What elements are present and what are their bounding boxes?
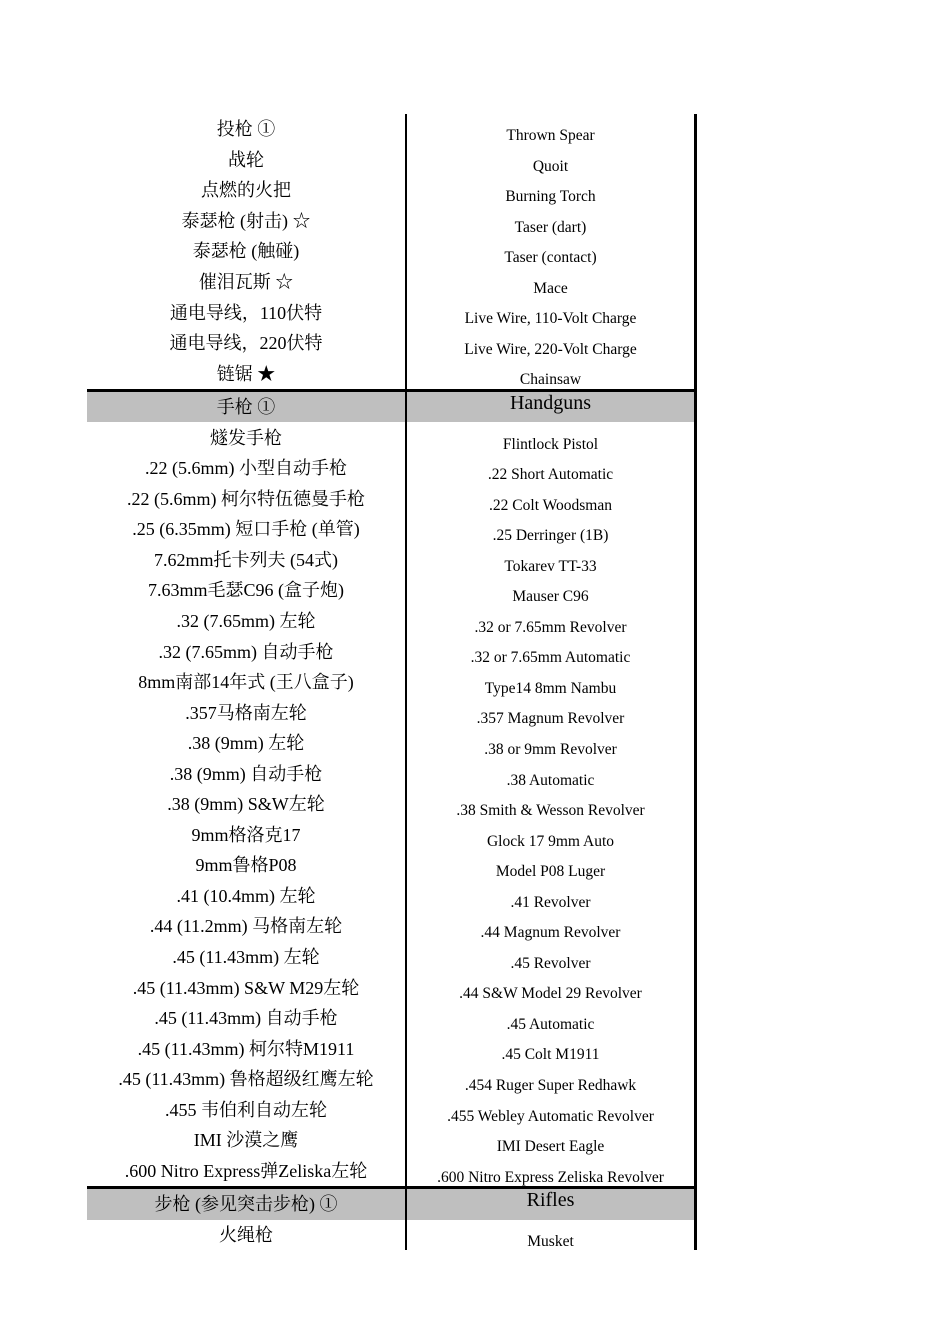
weapon-row [87, 820, 696, 851]
weapon-name-chinese: 8mm南部14年式 (王八盒子) [87, 667, 406, 698]
weapon-row [87, 1003, 696, 1034]
weapon-row [87, 514, 696, 545]
weapon-name-english: .45 Revolver [406, 942, 696, 973]
weapon-row [87, 328, 696, 359]
weapon-row [87, 972, 696, 1003]
weapon-row [87, 1095, 696, 1126]
weapon-name-english: .600 Nitro Express Zeliska Revolver [406, 1156, 696, 1188]
weapon-name-english: .32 or 7.65mm Revolver [406, 606, 696, 637]
weapon-name-chinese: .600 Nitro Express弹Zeliska左轮 [87, 1156, 406, 1188]
weapon-name-english: Taser (contact) [406, 236, 696, 267]
weapon-name-english: Tokarev TT-33 [406, 545, 696, 576]
weapon-name-english: .44 S&W Model 29 Revolver [406, 972, 696, 1003]
weapon-name-chinese: 通电导线，110伏特 [87, 297, 406, 328]
weapon-name-chinese: 7.63mm毛瑟C96 (盒子炮) [87, 575, 406, 606]
weapon-name-english: Chainsaw [406, 358, 696, 390]
section-header-row [87, 1188, 696, 1220]
weapon-row [87, 911, 696, 942]
weapon-name-chinese: .44 (11.2mm) 马格南左轮 [87, 911, 406, 942]
weapon-name-chinese: .22 (5.6mm) 柯尔特伍德曼手枪 [87, 484, 406, 515]
weapon-name-english: Taser (dart) [406, 206, 696, 237]
weapon-name-chinese: 催泪瓦斯 ☆ [87, 267, 406, 298]
weapon-name-english: .44 Magnum Revolver [406, 911, 696, 942]
section-title-chinese: 手枪 ① [87, 390, 406, 422]
weapon-name-english: Type14 8mm Nambu [406, 667, 696, 698]
weapon-name-english: .32 or 7.65mm Automatic [406, 636, 696, 667]
weapon-name-chinese: 火绳枪 [87, 1220, 406, 1251]
weapon-row [87, 667, 696, 698]
section-title-english: Handguns [406, 390, 696, 422]
weapon-name-chinese: .25 (6.35mm) 短口手枪 (单管) [87, 514, 406, 545]
weapon-row [87, 942, 696, 973]
weapon-name-english: .455 Webley Automatic Revolver [406, 1095, 696, 1126]
weapon-name-chinese: .455 韦伯利自动左轮 [87, 1095, 406, 1126]
weapon-name-chinese: 7.62mm托卡列夫 (54式) [87, 545, 406, 576]
weapon-row [87, 606, 696, 637]
weapon-name-english: Flintlock Pistol [406, 422, 696, 453]
weapon-row [87, 484, 696, 515]
weapon-row [87, 636, 696, 667]
weapon-name-chinese: .38 (9mm) 自动手枪 [87, 758, 406, 789]
weapon-name-chinese: 通电导线，220伏特 [87, 328, 406, 359]
weapon-row [87, 358, 696, 390]
weapon-name-english: Quoit [406, 145, 696, 176]
weapon-row [87, 297, 696, 328]
weapon-name-chinese: .357马格南左轮 [87, 697, 406, 728]
weapon-name-english: .25 Derringer (1B) [406, 514, 696, 545]
weapon-table [87, 114, 697, 1250]
weapon-row [87, 697, 696, 728]
weapon-name-chinese: .45 (11.43mm) 鲁格超级红鹰左轮 [87, 1064, 406, 1095]
weapon-row [87, 1156, 696, 1188]
weapon-name-english: .357 Magnum Revolver [406, 697, 696, 728]
weapon-name-chinese: 泰瑟枪 (射击) ☆ [87, 206, 406, 237]
weapon-name-chinese: .45 (11.43mm) 左轮 [87, 942, 406, 973]
weapon-name-chinese: 泰瑟枪 (触碰) [87, 236, 406, 267]
weapon-name-chinese: .22 (5.6mm) 小型自动手枪 [87, 453, 406, 484]
weapon-name-english: Burning Torch [406, 175, 696, 206]
weapon-row [87, 728, 696, 759]
weapon-name-chinese: .45 (11.43mm) 自动手枪 [87, 1003, 406, 1034]
weapon-name-english: IMI Desert Eagle [406, 1125, 696, 1156]
weapon-name-chinese: 9mm格洛克17 [87, 820, 406, 851]
weapon-name-chinese: .32 (7.65mm) 自动手枪 [87, 636, 406, 667]
weapon-name-english: .38 Automatic [406, 758, 696, 789]
weapon-name-english: .22 Short Automatic [406, 453, 696, 484]
weapon-name-chinese: 9mm鲁格P08 [87, 850, 406, 881]
weapon-row [87, 267, 696, 298]
weapon-name-english: Thrown Spear [406, 114, 696, 145]
weapon-row [87, 1220, 696, 1251]
weapon-row [87, 850, 696, 881]
weapon-name-english: Mace [406, 267, 696, 298]
weapon-name-english: .45 Colt M1911 [406, 1033, 696, 1064]
weapon-row [87, 789, 696, 820]
weapon-row [87, 114, 696, 145]
weapon-row [87, 1033, 696, 1064]
weapon-row [87, 145, 696, 176]
weapon-name-english: .45 Automatic [406, 1003, 696, 1034]
weapon-row [87, 575, 696, 606]
weapon-name-chinese: 链锯 ★ [87, 358, 406, 390]
weapon-name-english: .454 Ruger Super Redhawk [406, 1064, 696, 1095]
weapon-row [87, 1064, 696, 1095]
weapon-row [87, 206, 696, 237]
weapon-name-chinese: .38 (9mm) S&W左轮 [87, 789, 406, 820]
weapon-name-english: Live Wire, 220-Volt Charge [406, 328, 696, 359]
weapon-row [87, 1125, 696, 1156]
weapon-name-english: .22 Colt Woodsman [406, 484, 696, 515]
weapon-name-chinese: .41 (10.4mm) 左轮 [87, 881, 406, 912]
weapon-name-chinese: .32 (7.65mm) 左轮 [87, 606, 406, 637]
weapon-name-chinese: .45 (11.43mm) 柯尔特M1911 [87, 1033, 406, 1064]
weapon-name-english: Mauser C96 [406, 575, 696, 606]
weapon-row [87, 545, 696, 576]
weapon-name-chinese: .38 (9mm) 左轮 [87, 728, 406, 759]
weapon-name-english: .38 or 9mm Revolver [406, 728, 696, 759]
weapon-name-chinese: 投枪 ① [87, 114, 406, 145]
section-title-english: Rifles [406, 1188, 696, 1220]
weapon-name-english: Model P08 Luger [406, 850, 696, 881]
weapon-name-english: Live Wire, 110-Volt Charge [406, 297, 696, 328]
weapon-name-english: Glock 17 9mm Auto [406, 820, 696, 851]
weapon-row [87, 422, 696, 453]
weapon-name-chinese: .45 (11.43mm) S&W M29左轮 [87, 972, 406, 1003]
weapon-name-chinese: 点燃的火把 [87, 175, 406, 206]
section-header-row [87, 390, 696, 422]
weapon-table-body [87, 114, 696, 1250]
weapon-name-english: Musket [406, 1220, 696, 1251]
weapon-name-chinese: 战轮 [87, 145, 406, 176]
weapon-name-english: .38 Smith & Wesson Revolver [406, 789, 696, 820]
weapon-row [87, 175, 696, 206]
weapon-row [87, 236, 696, 267]
section-title-chinese: 步枪 (参见突击步枪) ① [87, 1188, 406, 1220]
weapon-name-chinese: IMI 沙漠之鹰 [87, 1125, 406, 1156]
weapon-row [87, 881, 696, 912]
weapon-row [87, 453, 696, 484]
weapon-name-english: .41 Revolver [406, 881, 696, 912]
weapon-row [87, 758, 696, 789]
weapon-name-chinese: 燧发手枪 [87, 422, 406, 453]
